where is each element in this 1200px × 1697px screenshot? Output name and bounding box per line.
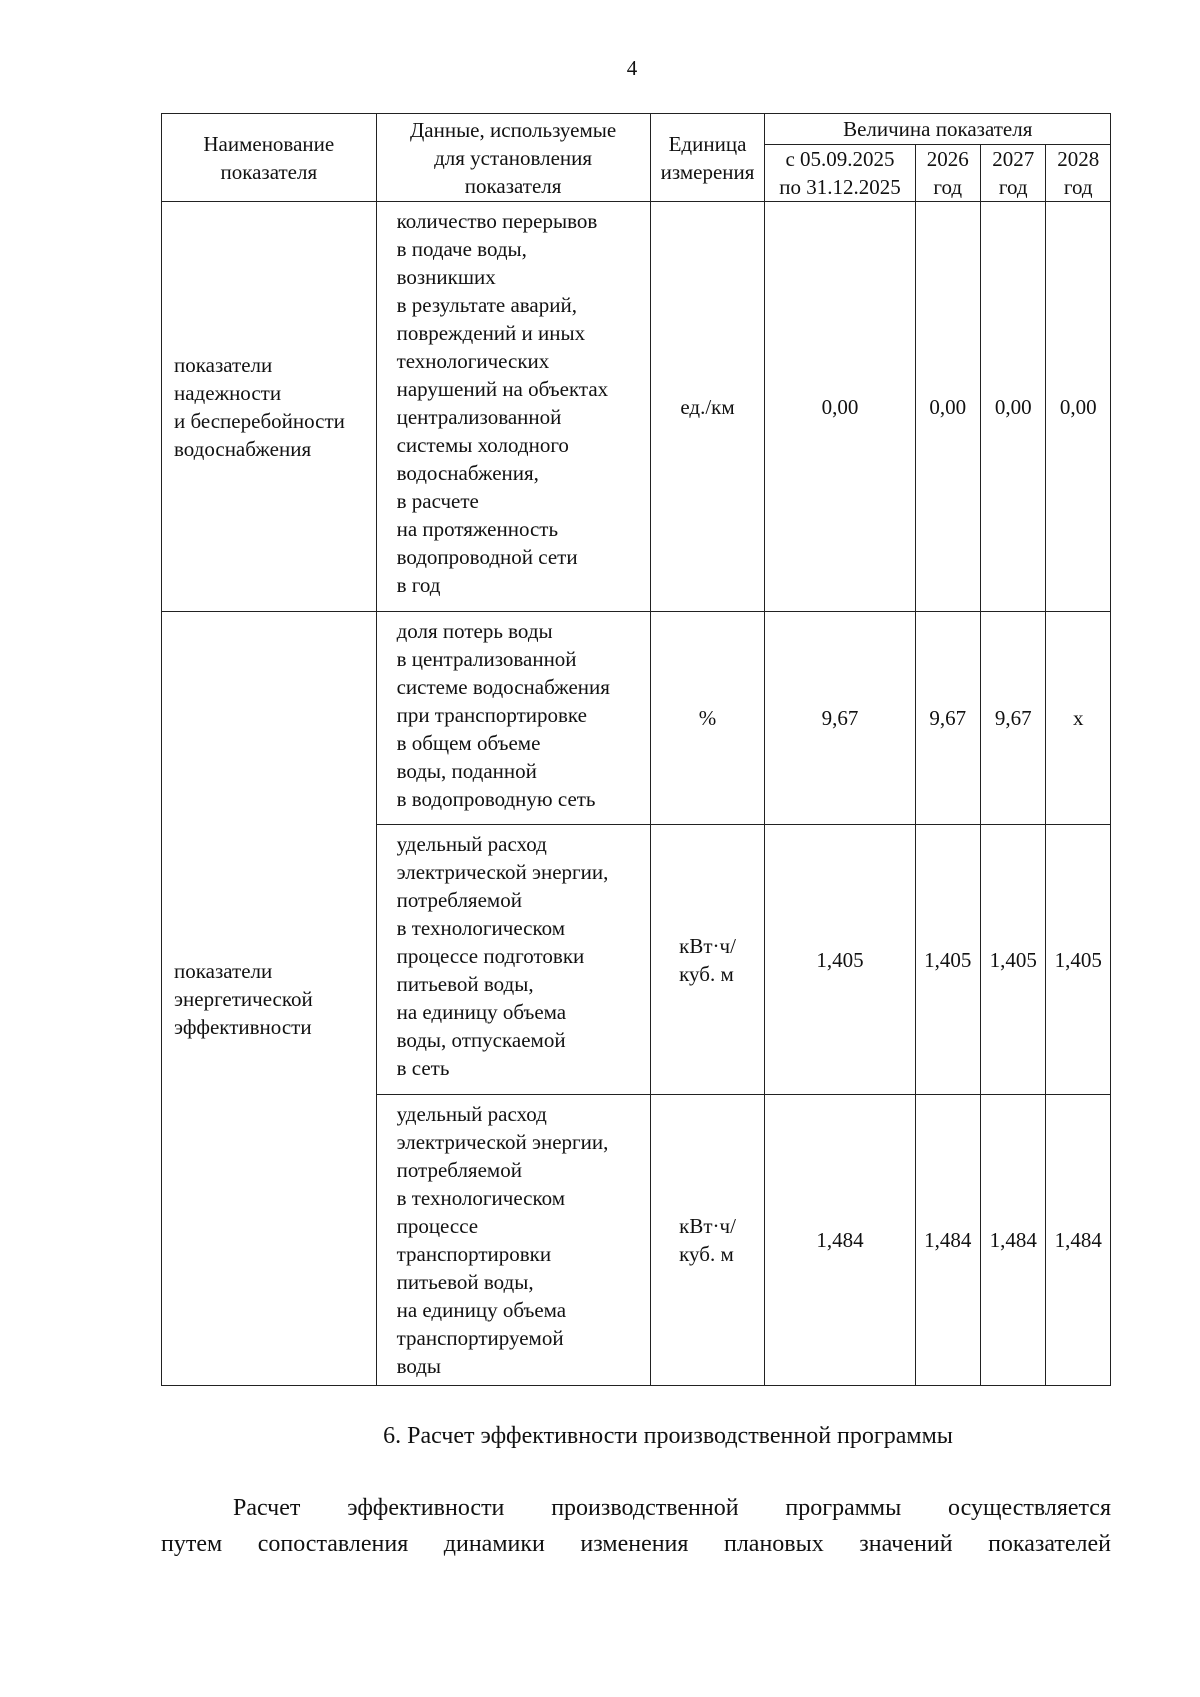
indicator-unit <box>650 612 765 825</box>
data-line: процессе подготовки <box>396 944 585 968</box>
data-line: возникших <box>396 265 496 289</box>
unit-text <box>699 704 717 732</box>
indicator-value: 1,405 <box>915 825 980 1095</box>
indicator-value: 1,484 <box>915 1095 980 1386</box>
unit-text <box>680 393 734 421</box>
header-line: показателя <box>464 173 562 198</box>
unit-line: куб. м <box>679 961 734 986</box>
header-period <box>765 145 915 202</box>
data-line: транспортируемой <box>396 1326 564 1350</box>
unit-line: % <box>698 706 717 730</box>
header-line: 2028 <box>1057 147 1100 171</box>
unit-text <box>679 932 736 988</box>
header-line: по 31.12.2025 <box>779 175 901 199</box>
header-period <box>1046 145 1111 202</box>
indicator-unit <box>650 825 765 1095</box>
data-line: электрической энергии, <box>396 860 609 884</box>
header-line: Наименование <box>203 131 335 156</box>
indicator-value: 1,484 <box>981 1095 1046 1386</box>
table-row <box>162 202 1111 612</box>
unit-line: кВт·ч/ <box>679 1214 736 1238</box>
header-line: для установления <box>434 145 593 170</box>
indicators-table <box>161 113 1111 1386</box>
body-paragraph <box>161 1490 1111 1562</box>
indicator-value: 1,405 <box>981 825 1046 1095</box>
header-unit <box>650 114 765 202</box>
indicator-group-name <box>162 202 377 612</box>
indicator-value: 0,00 <box>981 202 1046 612</box>
data-line: транспортировки <box>396 1242 552 1266</box>
indicator-group-name <box>162 612 377 1386</box>
indicator-value: 1,405 <box>765 825 915 1095</box>
header-line: показателя <box>220 159 318 184</box>
data-line: воды, отпускаемой <box>396 1028 566 1052</box>
indicator-value: 1,484 <box>1046 1095 1111 1386</box>
name-line: и бесперебойности <box>174 408 345 433</box>
indicator-data <box>376 612 650 825</box>
indicator-data <box>376 1095 650 1386</box>
data-line: водоснабжения, <box>396 461 539 485</box>
data-line: в технологическом <box>396 1186 566 1210</box>
indicator-unit <box>650 202 765 612</box>
data-line: потребляемой <box>396 1158 522 1182</box>
indicator-value: 0,00 <box>765 202 915 612</box>
name-line: показатели <box>174 958 273 983</box>
paragraph-line: путем сопоставления динамики изменения плановых значений показателей <box>161 1531 1111 1557</box>
header-line: год <box>933 175 963 199</box>
header-period <box>915 145 980 202</box>
data-line: в технологическом <box>396 916 566 940</box>
header-line: Единица <box>668 131 747 156</box>
indicator-data <box>376 202 650 612</box>
data-line: на единицу объема <box>396 1298 567 1322</box>
header-value-group: Величина показателя <box>765 114 1111 145</box>
data-line: при транспортировке <box>396 703 587 727</box>
header-line: год <box>1063 175 1093 199</box>
indicator-value: 9,67 <box>915 612 980 825</box>
data-line: питьевой воды, <box>396 1270 534 1294</box>
header-line: год <box>998 175 1028 199</box>
header-data <box>376 114 650 202</box>
data-line: в водопроводную сеть <box>396 787 596 811</box>
indicator-unit <box>650 1095 765 1386</box>
data-line: системы холодного <box>396 433 569 457</box>
name-line: показатели <box>174 352 273 377</box>
indicator-data <box>376 825 650 1095</box>
unit-text <box>679 1212 736 1268</box>
data-line: в расчете <box>396 489 479 513</box>
page-number: 4 <box>626 56 638 80</box>
data-line: нарушений на объектах <box>396 377 609 401</box>
header-line: Данные, используемые <box>409 117 617 142</box>
header-line: измерения <box>660 159 755 184</box>
unit-line: куб. м <box>679 1242 734 1266</box>
indicator-value: 1,405 <box>1046 825 1111 1095</box>
data-line: централизованной <box>396 405 562 429</box>
data-line: водопроводной сети <box>396 545 578 569</box>
data-line: технологических <box>396 349 550 373</box>
data-line: воды <box>396 1354 442 1378</box>
data-line: в подаче воды, <box>396 237 527 261</box>
data-line: на протяженность <box>396 517 559 541</box>
data-line: системе водоснабжения <box>396 675 610 699</box>
data-line: доля потерь воды <box>396 619 553 643</box>
data-line: потребляемой <box>396 888 522 912</box>
data-line: процессе <box>396 1214 479 1238</box>
data-line: в результате аварий, <box>396 293 577 317</box>
data-line: количество перерывов <box>396 209 598 233</box>
indicator-value: 0,00 <box>915 202 980 612</box>
data-line: в год <box>396 573 441 597</box>
table-row <box>162 612 1111 825</box>
data-line: в централизованной <box>396 647 577 671</box>
header-name <box>162 114 377 202</box>
name-line: надежности <box>174 380 282 405</box>
header-period <box>981 145 1046 202</box>
indicator-value: 9,67 <box>765 612 915 825</box>
indicator-value: 0,00 <box>1046 202 1111 612</box>
indicator-value: х <box>1046 612 1111 825</box>
name-line: водоснабжения <box>174 436 312 461</box>
header-line: 2027 <box>992 147 1035 171</box>
data-line: в сеть <box>396 1056 450 1080</box>
data-line: электрической энергии, <box>396 1130 609 1154</box>
data-line: воды, поданной <box>396 759 537 783</box>
paragraph-line: Расчет эффективности производственной программы осуществляется <box>233 1495 1111 1521</box>
name-line: энергетической <box>174 986 313 1011</box>
section-heading: 6. Расчет эффективности производственной программы <box>383 1423 953 1449</box>
indicator-value: 9,67 <box>981 612 1046 825</box>
data-line: в общем объеме <box>396 731 541 755</box>
data-line: повреждений и иных <box>396 321 586 345</box>
data-line: удельный расход <box>396 832 547 856</box>
data-line: удельный расход <box>396 1102 547 1126</box>
data-line: на единицу объема <box>396 1000 567 1024</box>
unit-line: ед./км <box>680 394 735 419</box>
header-line: 2026 <box>926 147 969 171</box>
unit-line: кВт·ч/ <box>679 933 736 958</box>
header-row <box>162 114 1111 145</box>
data-line: питьевой воды, <box>396 972 534 996</box>
name-line: эффективности <box>174 1014 312 1039</box>
header-line: с 05.09.2025 <box>785 147 895 171</box>
indicator-value: 1,484 <box>765 1095 915 1386</box>
